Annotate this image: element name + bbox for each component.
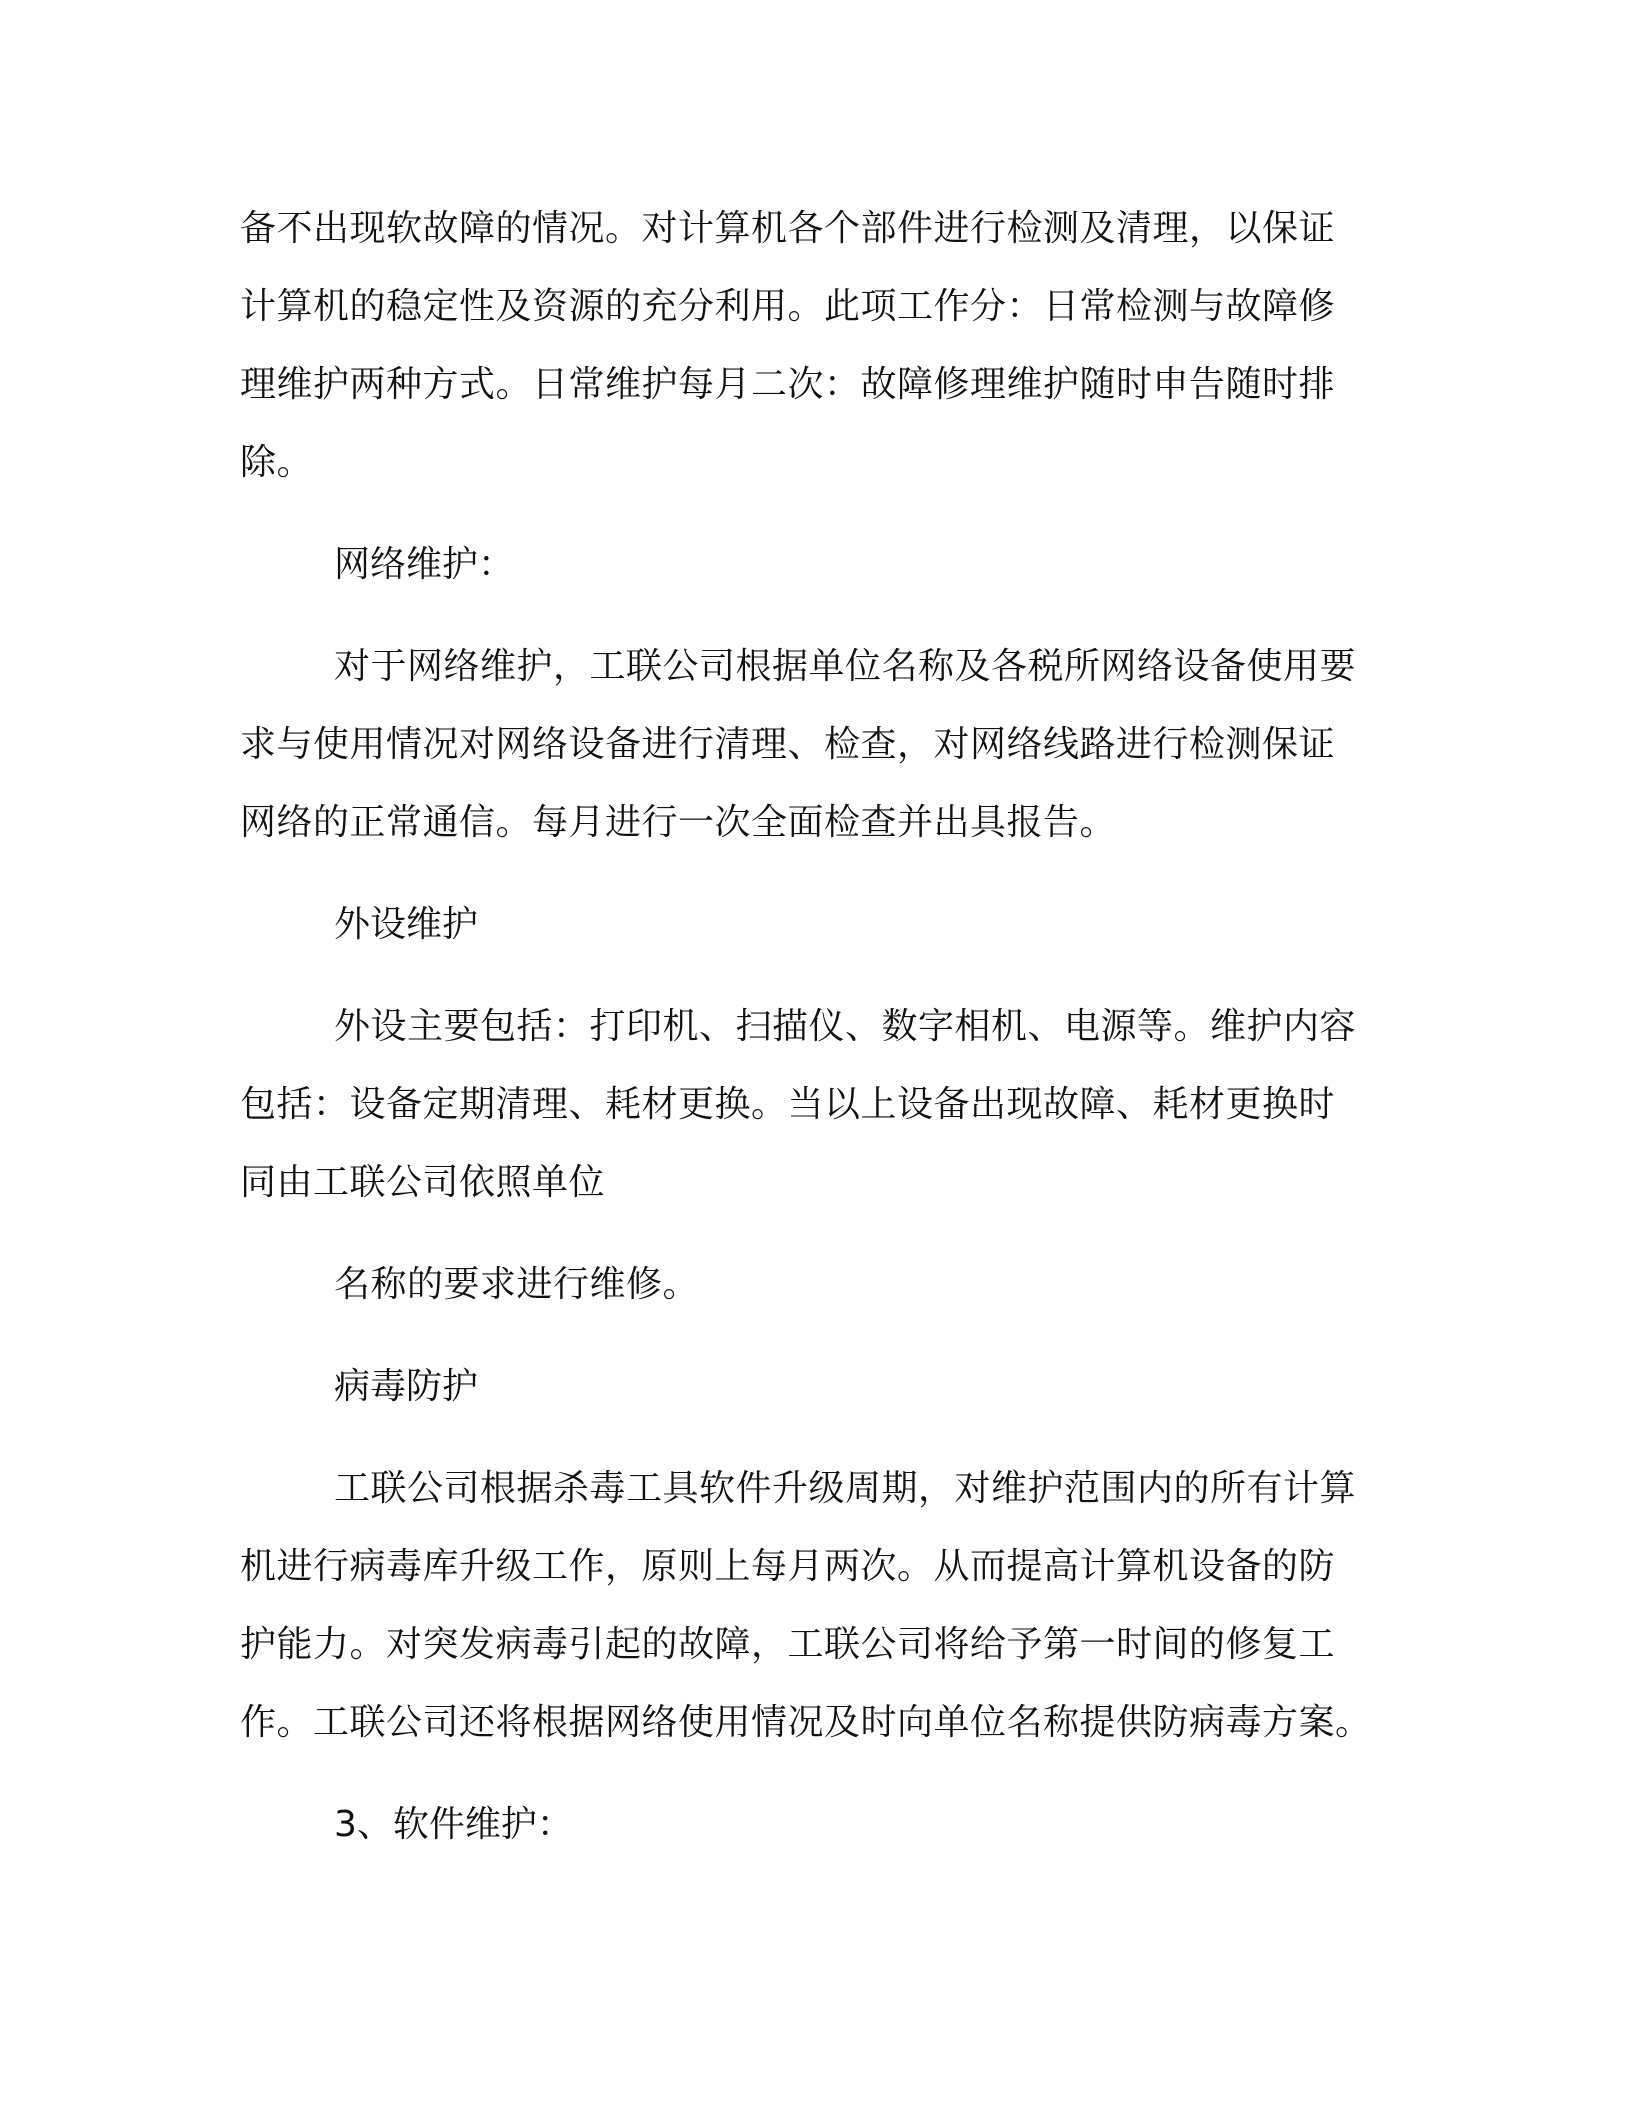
text-line: 包括：设备定期清理、耗材更换。当以上设备出现故障、耗材更换时 xyxy=(240,1084,1336,1125)
text-line: 作。工联公司还将根据网络使用情况及时向单位名称提供防病毒方案。 xyxy=(240,1702,1372,1743)
text-line: 计算机的稳定性及资源的充分利用。此项工作分：日常检测与故障修 xyxy=(240,286,1336,327)
text-line: 外设主要包括：打印机、扫描仪、数字相机、电源等。维护内容 xyxy=(334,1006,1357,1047)
document-page xyxy=(240,190,1370,1864)
paragraph-peripheral-continued: 名称的要求进行维修。 xyxy=(334,1264,700,1305)
section-heading-peripheral: 外设维护 xyxy=(334,904,479,945)
text-line: 同由工联公司依照单位 xyxy=(240,1162,606,1203)
text-line: 求与使用情况对网络设备进行清理、检查，对网络线路进行检测保证 xyxy=(240,724,1336,765)
paragraph-peripheral xyxy=(240,988,1370,1222)
paragraph-network xyxy=(240,628,1370,862)
section-heading-software: 3、软件维护： xyxy=(334,1804,573,1845)
section-heading-network: 网络维护： xyxy=(334,544,515,585)
text-line: 备不出现软故障的情况。对计算机各个部件进行检测及清理，以保证 xyxy=(240,208,1336,249)
text-line: 除。 xyxy=(240,442,314,483)
paragraph-hardware-continued xyxy=(240,190,1370,502)
text-line: 机进行病毒库升级工作，原则上每月两次。从而提高计算机设备的防 xyxy=(240,1546,1336,1587)
text-line: 理维护两种方式。日常维护每月二次：故障修理维护随时申告随时排 xyxy=(240,364,1336,405)
text-line: 护能力。对突发病毒引起的故障，工联公司将给予第一时间的修复工 xyxy=(240,1624,1336,1665)
section-heading-virus: 病毒防护 xyxy=(334,1366,479,1407)
text-line: 对于网络维护，工联公司根据单位名称及各税所网络设备使用要 xyxy=(334,646,1357,687)
text-line: 网络的正常通信。每月进行一次全面检查并出具报告。 xyxy=(240,802,1117,843)
paragraph-virus xyxy=(240,1450,1370,1762)
text-line: 工联公司根据杀毒工具软件升级周期，对维护范围内的所有计算 xyxy=(334,1468,1357,1509)
